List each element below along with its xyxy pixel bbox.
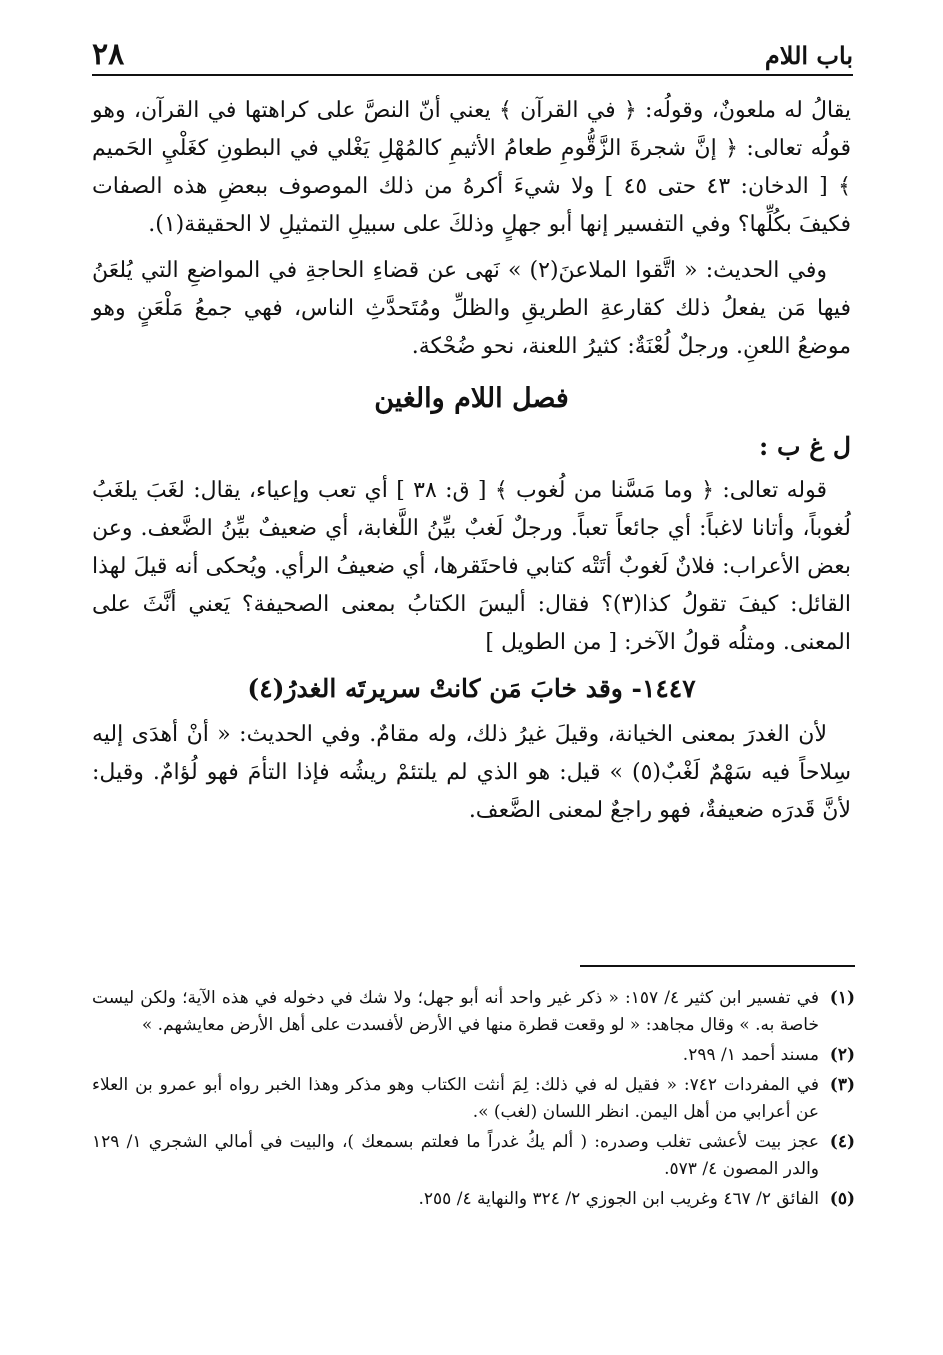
main-text (92, 92, 851, 838)
footnote (92, 985, 855, 1039)
chapter-title: باب اللام (764, 41, 853, 70)
paragraph-4: لأن الغدرَ بمعنى الخيانة، وقيلَ غيرُ ذلك، وله مقامٌ. وفي الحديث: « أنْ أهدَى إليه سِلاحاً فيه سَهْمٌ لَغْبٌ(٥) » قيل: هو الذي لم يلتئمْ ريشُه فإذا التأمَ فهو لُؤامٌ. وقيل: لأنَّ قَدرَه ضعيفةٌ، فهو راجعٌ لمعنى الضَّعف. (92, 722, 852, 823)
section-title: فصل اللام والغين (374, 383, 569, 414)
footnote-number: (٢) (829, 1045, 855, 1065)
paragraph-3: قوله تعالى: ﴿ وما مَسَّنا من لُغوب ﴾ [ ق: ٣٨ ] أي تعب وإعياء، يقال: لغَبَ يلغَبُ لُغوباً، وأتانا لاغباً: أي جائعاً تعباً. ورجلٌ لَغبٌ بيِّنُ اللَّغابة، أي ضعيفٌ بيِّنُ الضَّعف. وعن بعض الأعراب: فلانٌ لَغوبٌ أتَتْه كتابي فاحتَقرها، أي ضعيفُ الرأي. ويُحكى أنه قيلَ لهذا القائل: كيفَ تقولُ كذا(٣)؟ فقال: أليسَ الكتابُ بمعنى الصحيفة؟ يَعني أنَّثَ على المعنى. ومثلُه قولُ الآخر: [ من الطويل ] (92, 478, 852, 655)
verse-line: ١٤٤٧- وقد خابَ مَن كانتْ سريرتَه الغدرُ(٤) (247, 674, 696, 703)
footnote-text: في المفردات ٧٤٢: « فقيل له في ذلك: لِمَ أنثت الكتاب وهو مذكر وهذا الخبر رواه أبو عمرو بن العلاء عن أعرابي من أهل اليمن. انظر اللسان (لغب) ». (92, 1075, 819, 1122)
paragraph-1: يقالُ له ملعونٌ، وقولُه: ﴿ في القرآن ﴾ يعني أنّ النصَّ على كراهتها في القرآن، وهو قولُه تعالى: ﴿ إنَّ شجرةَ الزَّقُّومِ طعامُ الأثيمِ كالمُهْلِ يَغْلي في البطونِ كغَلْيِ الحَميم ﴾ [ الدخان: ٤٣ حتى ٤٥ ] ولا شيءَ أكرهُ من ذلك الموصوف ببعضِ هذه الصفات فكيفَ بكُلِّها؟ وفي التفسير إنها أبو جهلٍ وذلكَ على سبيلِ التمثيلِ لا الحقيقة(١). (92, 98, 852, 237)
footnote-text: الفائق ٢/ ٤٦٧ وغريب ابن الجوزي ٢/ ٣٢٤ والنهاية ٤/ ٢٥٥. (418, 1189, 819, 1209)
footnote (92, 1186, 855, 1213)
footnote-number: (٤) (829, 1132, 855, 1152)
footnote-text: مسند أحمد ١/ ٢٩٩. (682, 1045, 819, 1065)
footnote-text: عجز بيت لأعشى تغلب وصدره: ( ألم يكُ غدراً ما فعلتم بسمعك )، والبيت في أمالي الشجري ١/ ١٢٩ والدر المصون ٤/ ٥٧٣. (92, 1132, 819, 1179)
footnote-divider (580, 965, 855, 967)
page-number: ٢٨ (92, 37, 125, 72)
footnote-number: (٥) (829, 1189, 855, 1209)
entry-heading: ل غ ب : (759, 432, 851, 461)
paragraph-2: وفي الحديث: « اتَّقوا الملاعنَ(٢) » نَهى عن قضاءِ الحاجةِ في المواضعِ التي يُلعَنُ فيها مَن يفعلُ ذلك كقارعةِ الطريقِ والظلِّ ومُتَحدَّثِ الناس، فهي جمعُ مَلْعَنٍ وهو موضعُ اللعنِ. ورجلٌ لُعْنَةٌ: كثيرُ اللعنة، نحو ضُحْكة. (92, 258, 851, 359)
footnote (92, 1072, 855, 1126)
footnotes (92, 985, 855, 1216)
footnote-text: في تفسير ابن كثير ٤/ ١٥٧: « ذكر غير واحد أنه أبو جهل؛ ولا شك في دخوله في هذه الآية؛ ولكن ليست خاصة به. » وقال مجاهد: « لو وقعت قطرة منها في الأرض لأفسدت على أهل الأرض معايشهم. » (92, 988, 820, 1035)
footnote-number: (١) (829, 988, 855, 1008)
footnote-number: (٣) (829, 1075, 855, 1095)
running-header (92, 34, 853, 76)
footnote (92, 1129, 855, 1183)
footnote (92, 1042, 855, 1069)
